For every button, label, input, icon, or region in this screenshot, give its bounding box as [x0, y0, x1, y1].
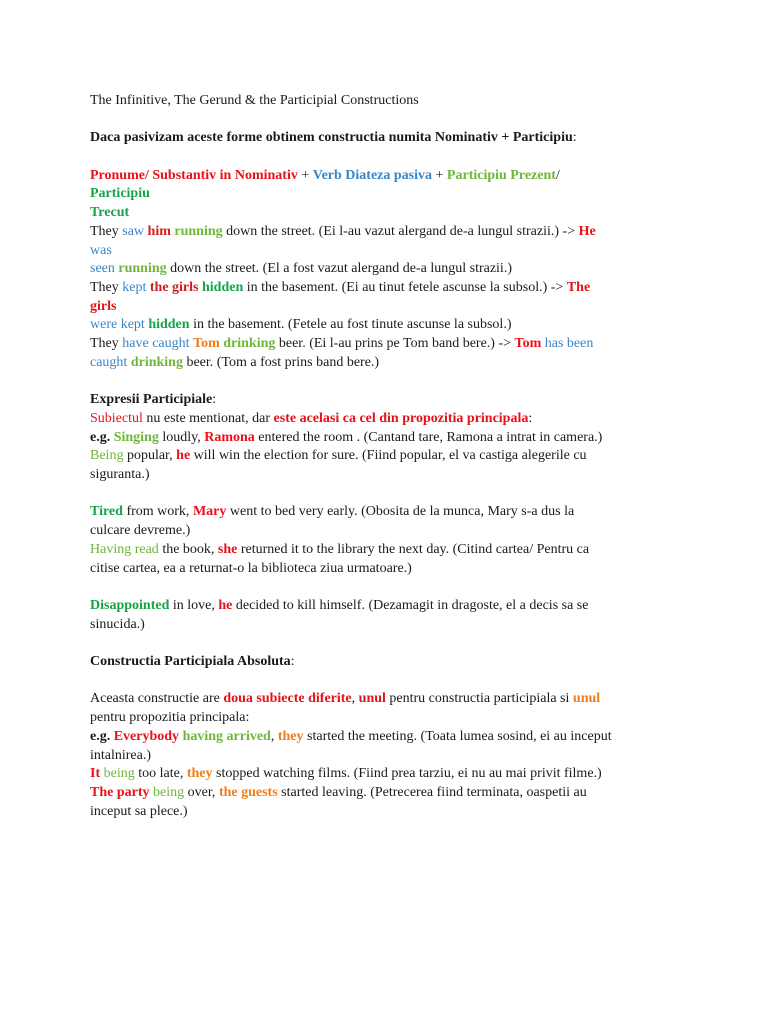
text-run: , — [270, 728, 278, 744]
text-run: she — [217, 541, 238, 557]
text-run: Everybody — [113, 728, 180, 744]
text-run: they — [277, 728, 304, 744]
text-run: The party — [90, 784, 150, 800]
text-run: culcare devreme.) — [90, 523, 191, 539]
text-run: Daca pasivizam aceste forme obtinem constructia numita Nominativ + Participiu — [90, 130, 573, 146]
text-run: popular, — [123, 448, 177, 464]
text-run: hidden — [201, 280, 244, 295]
text-run: beer. (Ei l-au prins pe Tom band bere.) -> — [275, 336, 515, 352]
text-run: started the meeting. (Toata lumea sosind, ei au inceput — [303, 728, 612, 744]
text-run: decided to kill himself. (Dezamagit in dragoste, el a decis sa se — [232, 597, 589, 613]
text-run: he — [176, 448, 191, 464]
text-run: too late, — [134, 766, 187, 782]
text-run: Having read — [90, 541, 159, 557]
text-run: They — [90, 336, 123, 352]
text-run: being — [153, 784, 185, 800]
text-run: este acelasi ca cel din propozitia principala — [273, 410, 529, 426]
blank-line — [90, 485, 670, 504]
blank-line — [90, 578, 670, 597]
text-run: running — [174, 223, 223, 239]
text-run: loudly, — [158, 429, 205, 445]
text-line — [90, 429, 670, 448]
text-run: saw — [122, 223, 145, 239]
text-run: : — [528, 410, 533, 426]
text-line — [90, 223, 670, 242]
text-run: unul — [572, 691, 601, 707]
text-run: Participiu Prezent — [446, 167, 556, 183]
text-run: He — [578, 223, 596, 239]
text-run: e.g. — [90, 429, 111, 445]
text-line — [90, 728, 670, 747]
text-run: It — [90, 766, 101, 782]
text-run: running — [118, 261, 167, 277]
text-run: they — [186, 766, 213, 782]
text-run: intalnirea.) — [90, 747, 152, 763]
text-line — [90, 410, 670, 429]
text-line — [90, 354, 670, 373]
text-line — [90, 335, 670, 354]
text-run: : — [572, 130, 577, 146]
text-run: returned it to the library the next day. (Citind cartea/ Pentru ca — [237, 541, 590, 557]
text-line — [90, 784, 670, 803]
text-run: Tom — [193, 336, 220, 352]
text-line — [90, 747, 670, 766]
blank-line — [90, 111, 670, 130]
text-run: hidden — [148, 317, 190, 333]
text-run: : — [212, 392, 217, 408]
text-run: / — [555, 167, 560, 183]
text-run: being — [103, 766, 135, 782]
text-run: : — [290, 654, 295, 669]
text-run: in the basement. (Fetele au fost tinute ascunse la subsol.) — [189, 317, 512, 333]
text-run: nu este mentionat, dar — [142, 410, 274, 426]
text-run: down the street. (Ei l-au vazut alergand de-a lungul strazii.) -> — [222, 223, 579, 239]
text-run: citise cartea, ea a returnat-o la biblioteca ziua urmatoare.) — [90, 560, 412, 576]
text-run: Ramona — [204, 429, 255, 445]
text-run: went to bed very early. (Obosita de la munca, Mary s-a dus la — [226, 504, 575, 520]
text-run: he — [218, 597, 233, 613]
text-run: having arrived — [182, 728, 271, 744]
document-body — [90, 92, 670, 821]
text-line — [90, 709, 670, 728]
blank-line — [90, 672, 670, 691]
text-run: doua subiecte diferite — [223, 691, 352, 707]
text-line — [90, 616, 670, 635]
text-run: beer. (Tom a fost prins band bere.) — [182, 354, 380, 370]
text-line — [90, 690, 670, 709]
text-run: Trecut — [90, 205, 130, 221]
blank-line — [90, 373, 670, 392]
text-run: Tired — [90, 504, 123, 520]
text-line — [90, 765, 670, 784]
text-run: girls — [90, 298, 117, 314]
blank-line — [90, 148, 670, 167]
blank-line — [90, 634, 670, 653]
text-run: Singing — [113, 429, 159, 445]
text-run: Expresii Participiale — [90, 392, 213, 408]
text-line — [90, 167, 670, 186]
text-run: were kept — [90, 317, 145, 333]
text-run: Constructia Participiala Absoluta — [90, 654, 291, 669]
text-line — [90, 466, 670, 485]
text-run: The Infinitive, The Gerund & the Participial Constructions — [90, 93, 419, 108]
text-run: has been — [544, 336, 594, 352]
text-run: stopped watching films. (Fiind prea tarziu, ei nu au mai privit filme.) — [212, 766, 602, 782]
text-run: Aceasta constructie are — [90, 691, 224, 707]
text-run: down the street. (El a fost vazut alergand de-a lungul strazii.) — [166, 261, 512, 277]
text-run: kept — [122, 280, 147, 295]
text-run: drinking — [130, 354, 183, 370]
text-run: Pronume/ Substantiv in Nominativ — [90, 167, 298, 183]
text-run: sinucida.) — [90, 616, 145, 632]
text-run: Verb Diateza pasiva — [312, 167, 433, 183]
text-run: was — [90, 242, 112, 258]
text-run: the girls — [149, 280, 199, 295]
text-run: started leaving. (Petrecerea fiind terminata, oaspetii au — [277, 784, 587, 800]
text-run: from work, — [122, 504, 193, 520]
text-run: , — [351, 691, 359, 707]
text-line — [90, 560, 670, 579]
text-run: They — [90, 280, 123, 295]
text-run: Disappointed — [90, 597, 170, 613]
text-run: siguranta.) — [90, 467, 150, 483]
text-line — [90, 391, 670, 410]
text-run: Subiectul — [90, 410, 143, 426]
text-run: the guests — [218, 784, 278, 800]
text-run: unul — [358, 691, 386, 707]
text-line — [90, 447, 670, 466]
text-run: Mary — [192, 504, 227, 520]
text-line — [90, 204, 670, 223]
text-line — [90, 185, 670, 204]
text-run: will win the election for sure. (Fiind popular, el va castiga alegerile cu — [190, 448, 587, 464]
text-line — [90, 803, 670, 822]
text-run: Tom — [514, 336, 542, 352]
text-line — [90, 242, 670, 261]
text-line — [90, 522, 670, 541]
text-run: in love, — [169, 597, 219, 613]
text-run: Being — [90, 448, 124, 464]
text-line — [90, 279, 670, 298]
text-line — [90, 653, 670, 672]
text-run: pentru propozitia principala: — [90, 710, 250, 726]
text-run: + — [432, 167, 447, 183]
text-run: caught — [90, 354, 128, 370]
text-run: The — [566, 280, 591, 295]
text-run: entered the room . (Cantand tare, Ramona a intrat in camera.) — [254, 429, 603, 445]
text-run: e.g. — [90, 728, 111, 744]
text-run: inceput sa plece.) — [90, 803, 188, 819]
text-line — [90, 316, 670, 335]
text-run: They — [90, 223, 123, 239]
text-line — [90, 260, 670, 279]
text-run: pentru constructia participiala si — [385, 691, 573, 707]
text-line — [90, 92, 670, 111]
text-line — [90, 541, 670, 560]
text-run: drinking — [223, 336, 276, 352]
text-run: seen — [90, 261, 115, 277]
text-line — [90, 129, 670, 148]
text-run: him — [147, 223, 171, 239]
text-run: the book, — [158, 541, 218, 557]
text-run: Participiu — [90, 186, 150, 202]
text-run: + — [297, 167, 313, 183]
text-run: over, — [184, 784, 219, 800]
text-line — [90, 298, 670, 317]
text-run: in the basement. (Ei au tinut fetele ascunse la subsol.) -> — [243, 280, 567, 295]
text-line — [90, 597, 670, 616]
text-run: have caught — [122, 336, 190, 352]
text-line — [90, 503, 670, 522]
